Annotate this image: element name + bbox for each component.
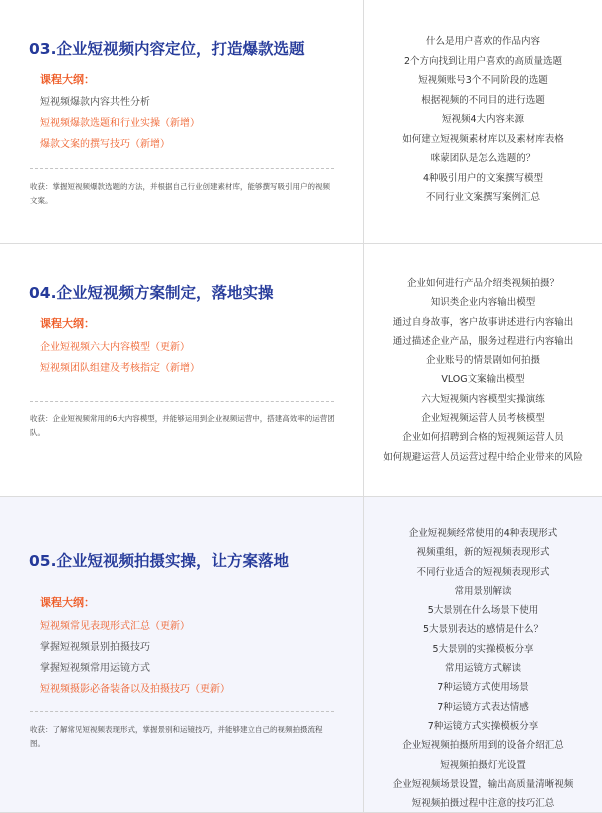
section-04-topics-list [364, 274, 602, 467]
course-section-05 [0, 497, 602, 813]
outline-item-new: 爆款文案的撰写技巧（新增） [40, 139, 170, 150]
section-03-topics-list [364, 32, 602, 208]
topic-item: 4种吸引用户的文案撰写模型 [422, 172, 544, 184]
section-05-gain-text: 收获：了解常见短视频表现形式，掌握景别和运镜技巧，并能够建立自己的视频拍摄流程图。 [30, 725, 323, 748]
section-04-topics-panel [364, 244, 602, 496]
topic-item: 7种运镜方式表达情感 [437, 701, 529, 713]
topic-item: 5大景别的实操模板分享 [432, 643, 534, 655]
topic-item: 不同行业文案撰写案例汇总 [425, 192, 540, 203]
section-05-outline-list [40, 616, 230, 700]
section-05-topics-panel [364, 497, 602, 812]
outline-item: 短视频爆款内容共性分析 [40, 97, 150, 108]
topic-item: 如何规避运营人员运营过程中给企业带来的风险 [383, 451, 583, 463]
topic-item: 短视频拍摄灯光设置 [440, 759, 526, 771]
topic-item: 根据视频的不同目的进行选题 [421, 94, 545, 106]
topic-item: 企业短视频拍摄所用到的设备介绍汇总 [402, 740, 564, 752]
topic-item: 短视频拍摄过程中注意的技巧汇总 [411, 798, 555, 810]
section-04-outline-label: 课程大纲： [40, 317, 95, 330]
topic-item: 5大景别在什么场景下使用 [427, 605, 539, 617]
topic-item: 知识类企业内容输出模型 [430, 297, 536, 309]
section-04-title: 04.企业短视频方案制定，落地实操 [29, 284, 274, 302]
topic-item: 常用运镜方式解读 [444, 663, 521, 675]
section-03-outline-list [40, 92, 200, 155]
topic-item: 短视频账号3个不同阶段的选题 [418, 75, 548, 86]
section-05-title: 05.企业短视频拍摄实操，让方案落地 [29, 552, 289, 570]
topic-item: 通过自身故事，客户故事讲述进行内容输出 [392, 316, 574, 328]
section-03-gain-text: 收获：掌握短视频爆款选题的方法，并根据自己行业创建素材库，能够撰写吸引用户的视频文案。 [30, 182, 330, 205]
topic-item: 2个方向找到让用户喜欢的高质量选题 [403, 55, 563, 67]
section-03-divider [30, 168, 334, 169]
topic-item: 企业短视频经常使用的4种表现形式 [408, 528, 558, 539]
topic-item: 企业短视频场景设置，输出高质量清晰视频 [392, 778, 574, 790]
topic-item: 7种运镜方式使用场景 [437, 682, 529, 694]
topic-item: 通过描述企业产品，服务过程进行内容输出 [392, 335, 574, 347]
section-04-divider [30, 401, 334, 402]
topic-item: 六大短视频内容模型实操演练 [421, 393, 545, 405]
section-03-left-panel [0, 0, 364, 243]
topic-item: 7种运镜方式实操模板分享 [427, 720, 539, 732]
section-05-outline-label: 课程大纲： [40, 596, 95, 609]
topic-item: 视频重组，新的短视频表现形式 [416, 547, 550, 559]
topic-item: 企业如何进行产品介绍类视频拍摄？ [406, 278, 559, 289]
section-04-outline-list [40, 337, 200, 379]
topic-item: 企业短视频运营人员考核模型 [421, 413, 545, 425]
outline-item-new: 短视频爆款选题和行业实操（新增） [40, 118, 200, 129]
outline-item-new: 企业短视频六大内容模型（更新） [40, 342, 190, 353]
topic-item: 5大景别表达的感情是什么？ [422, 624, 544, 636]
outline-item-new: 短视频团队组建及考核指定（新增） [40, 363, 200, 374]
topic-item: 常用景别解读 [454, 585, 512, 597]
outline-item-new: 短视频常见表现形式汇总（更新） [40, 621, 190, 632]
course-section-04 [0, 244, 602, 497]
section-05-topics-list [364, 524, 602, 813]
topic-item: 不同行业适合的短视频表现形式 [416, 566, 550, 578]
section-04-gain-text: 收获：企业短视频常用的6大内容模型，并能够运用到企业视频运营中，搭建高效率的运营团队。 [30, 414, 335, 437]
topic-item: 咪蒙团队是怎么选题的？ [430, 153, 536, 164]
section-03-outline-label: 课程大纲： [40, 73, 95, 86]
section-05-divider [30, 711, 334, 712]
section-03-topics-panel [364, 0, 602, 243]
section-05-left-panel [0, 497, 364, 812]
topic-item: 什么是用户喜欢的作品内容 [425, 36, 540, 47]
topic-item: VLOG文案输出模型 [441, 374, 525, 386]
outline-item: 掌握短视频常用运镜方式 [40, 663, 150, 674]
section-03-title: 03.企业短视频内容定位，打造爆款选题 [29, 40, 305, 58]
topic-item: 如何建立短视频素材库以及素材库表格 [402, 133, 564, 145]
outline-item-new: 短视频摄影必备装备以及拍摄技巧（更新） [40, 684, 230, 695]
topic-item: 企业账号的情景剧如何拍摄 [425, 355, 540, 367]
course-section-03 [0, 0, 602, 244]
topic-item: 短视频4大内容来源 [441, 114, 525, 125]
section-04-left-panel [0, 244, 364, 496]
topic-item: 企业如何招聘到合格的短视频运营人员 [402, 432, 564, 444]
outline-item: 掌握短视频景别拍摄技巧 [40, 642, 150, 653]
